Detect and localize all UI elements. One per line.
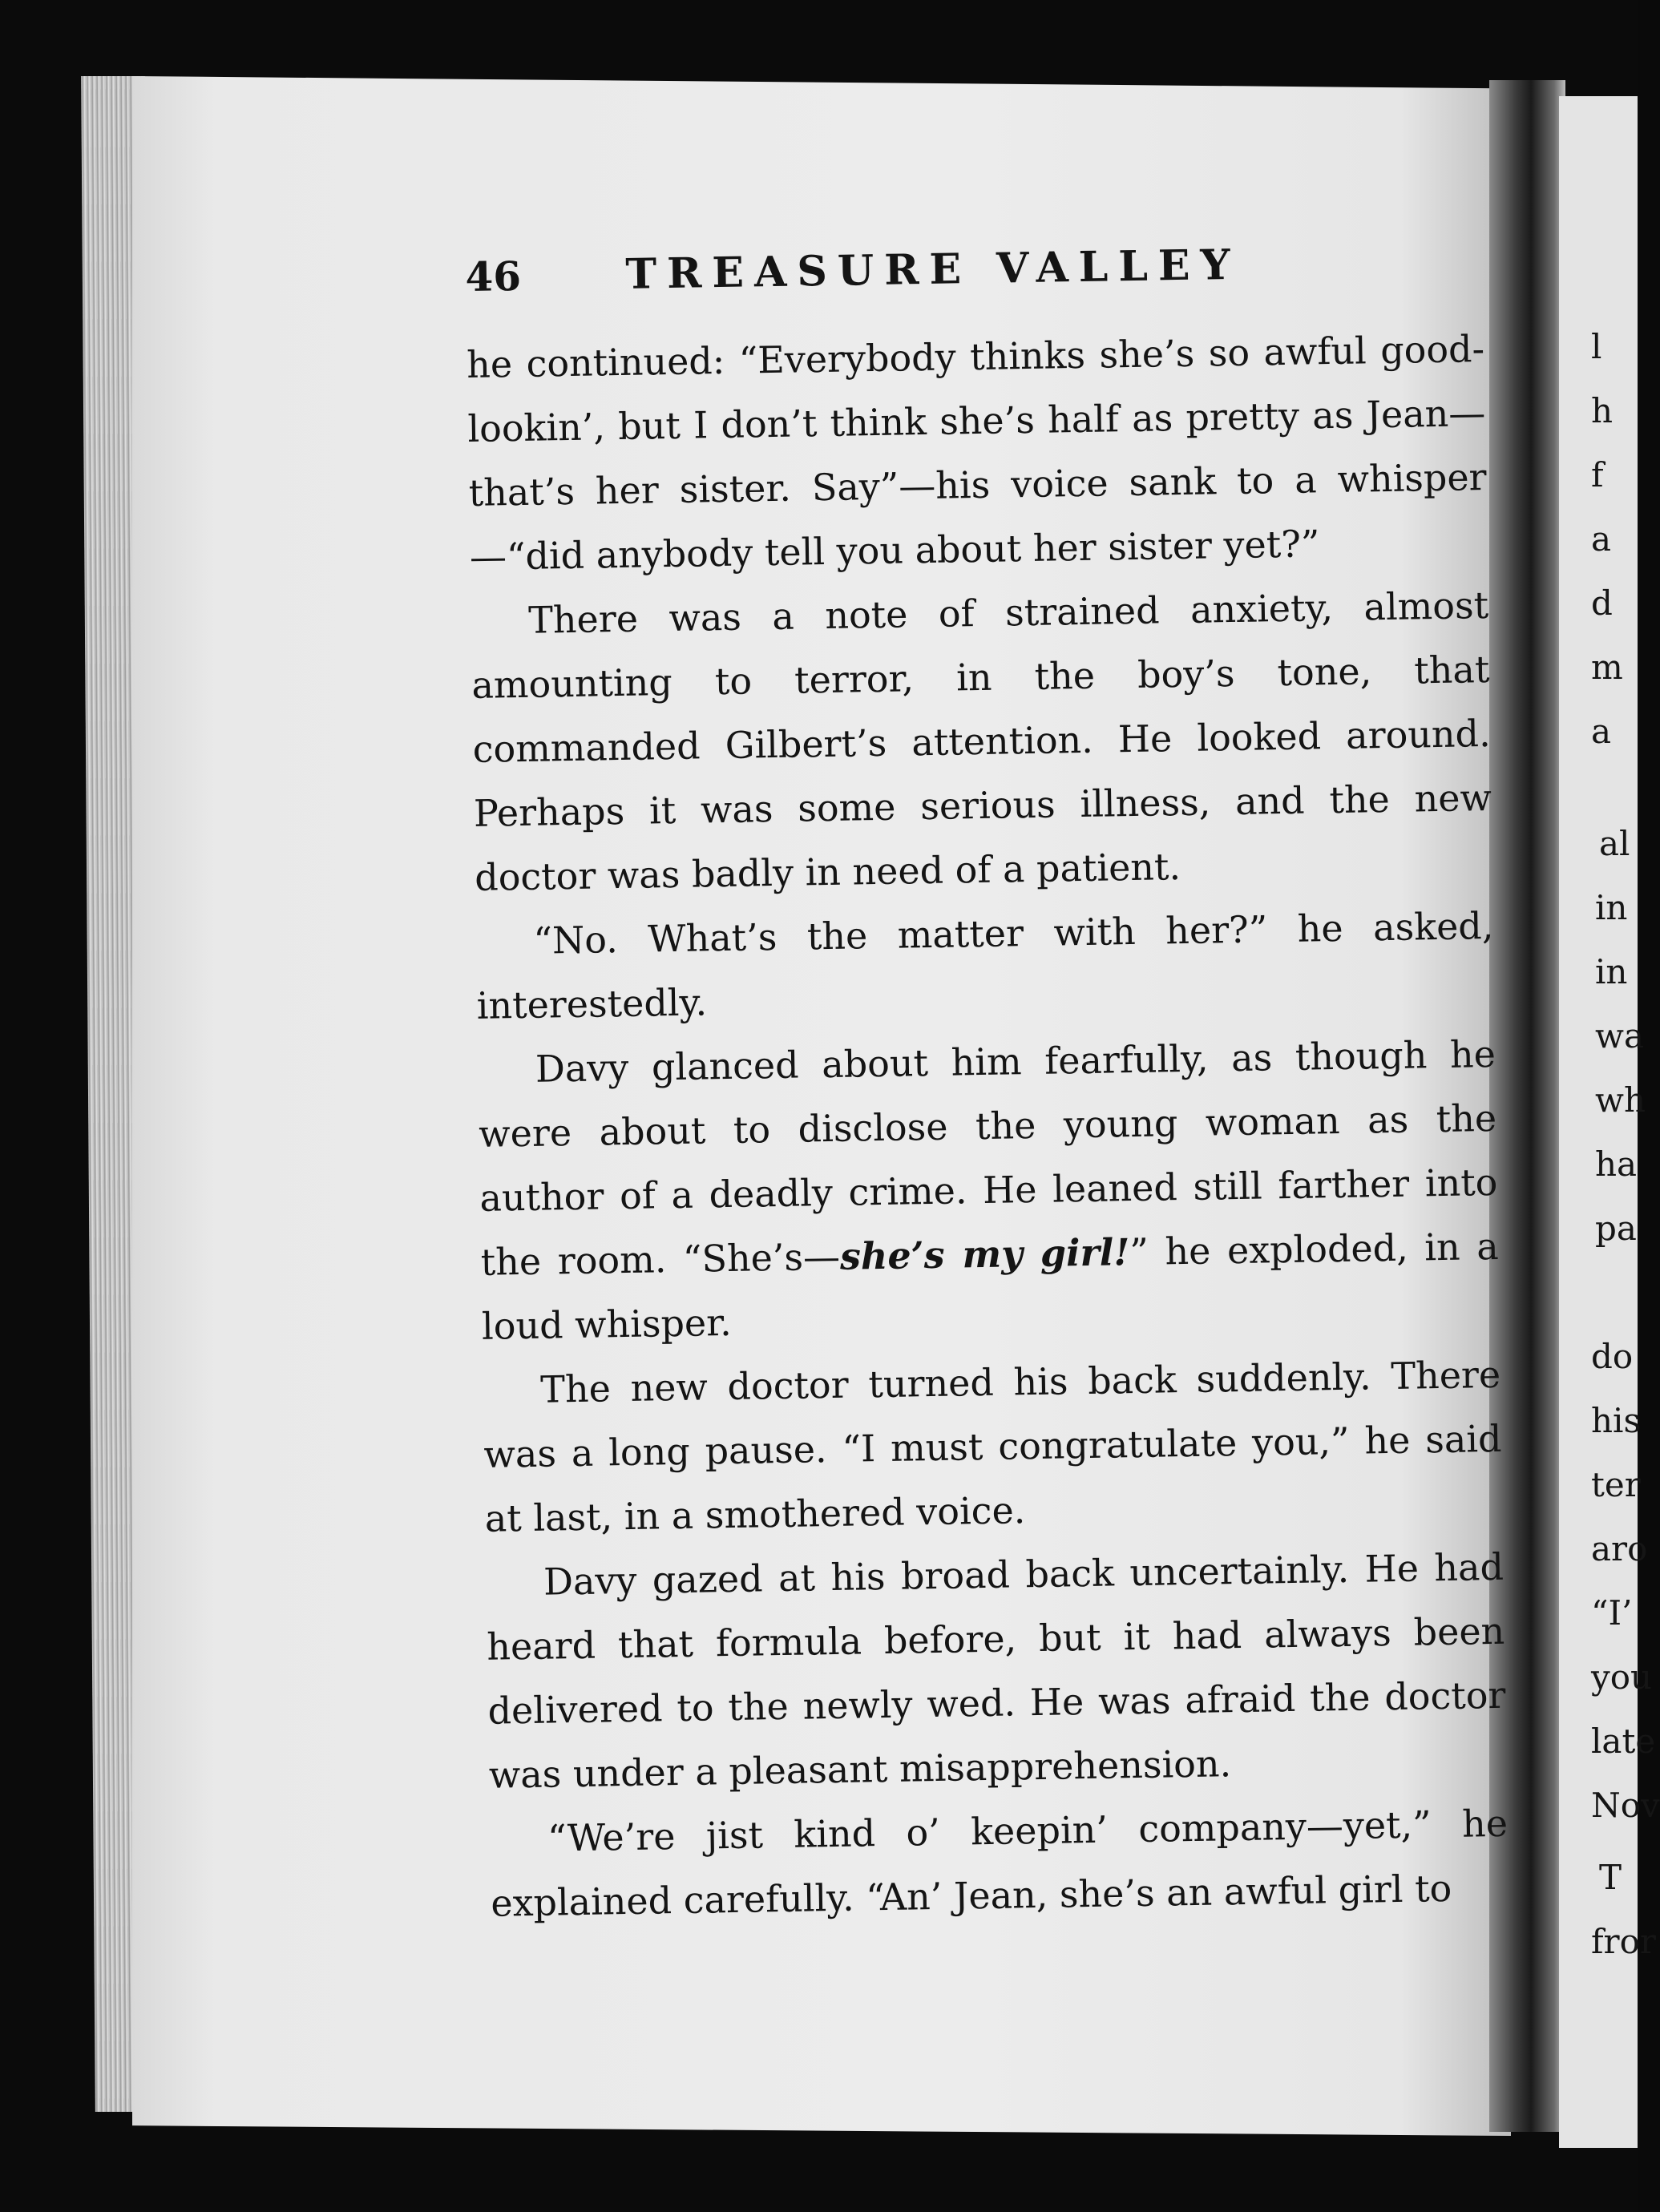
paragraph: The new doctor turned his back suddenly. There was a long pause. “I must congratulate you,” he said at last, in a smothered voice. (483, 1352, 1502, 1540)
facing-page-fragment: a (1591, 519, 1612, 559)
facing-page-fragment: m (1591, 648, 1623, 687)
facing-page-fragment: Nov (1591, 1786, 1660, 1825)
page-number: 46 (465, 252, 522, 301)
body-text (466, 317, 1509, 1936)
facing-page-fragment: f (1591, 455, 1604, 494)
facing-page-fragment: fror (1591, 1922, 1656, 1961)
page-content (465, 236, 1509, 1936)
facing-page-fragment: d (1591, 583, 1613, 623)
facing-page-fragment: late (1591, 1722, 1656, 1761)
facing-page-fragment: wh (1595, 1080, 1646, 1120)
facing-page-fragment: do (1591, 1337, 1634, 1376)
paragraph: Davy gazed at his broad back uncertainly. He had heard that formula before, but it had always been delivered to the newly wed. He was afraid the doctor was under a pleasant misapprehension. (486, 1544, 1506, 1797)
facing-page-fragment: al (1599, 824, 1630, 863)
paragraph: “We’re jist kind o’ keepin’ company—yet,” he explained carefully. “An’ Jean, she’s an awful girl to (490, 1801, 1509, 1925)
paragraph-text: “She’s— (682, 1234, 841, 1281)
running-head-title: TREASURE VALLEY (624, 240, 1242, 299)
facing-page-fragment: h (1591, 391, 1614, 430)
facing-page (1559, 96, 1660, 2148)
paragraph: he continued: “Everybody thinks she’s so awful good-lookin’, but I don’t think she’s half as pretty as Jean—that’s her sister. Say”—his voice sank to a whisper—“did anybody tell you about her sister yet?” (466, 327, 1487, 579)
facing-page-fragment: ter (1591, 1465, 1641, 1504)
facing-page-fragment: you (1591, 1657, 1653, 1697)
facing-page-fragment: in (1595, 952, 1628, 991)
facing-page-fragment: in (1595, 888, 1628, 927)
facing-page-fragment: wa (1595, 1016, 1644, 1056)
facing-page-fragment: pa (1595, 1209, 1637, 1248)
facing-page-fragment: ha (1595, 1144, 1638, 1184)
paragraph (477, 1022, 1500, 1358)
paragraph-text: ” he exploded, in a loud whisper. (481, 1224, 1500, 1348)
paragraph-text: Davy glanced about him fearfully, as though he were about to disclose the young woman as the author of a deadly crime. He leaned still farther into the room. (478, 1031, 1498, 1284)
facing-page-fragment: “I’ (1591, 1593, 1633, 1633)
facing-page-fragment: aro (1591, 1529, 1648, 1568)
emphasized-text: she’s my girl! (839, 1230, 1130, 1278)
facing-page-fragment: T (1599, 1858, 1622, 1897)
paragraph: “No. What’s the matter with her?” he asked, interestedly. (476, 903, 1494, 1027)
facing-page-fragment: a (1591, 712, 1612, 751)
facing-page-fragment: his (1591, 1401, 1642, 1440)
facing-page-fragment: l (1591, 327, 1602, 366)
paragraph: There was a note of strained anxiety, almost amounting to terror, in the boy’s tone, that commanded Gilbert’s attention. He looked around. Perhaps it was some serious illness, and the new doctor was badly in need of a patient. (471, 583, 1492, 899)
